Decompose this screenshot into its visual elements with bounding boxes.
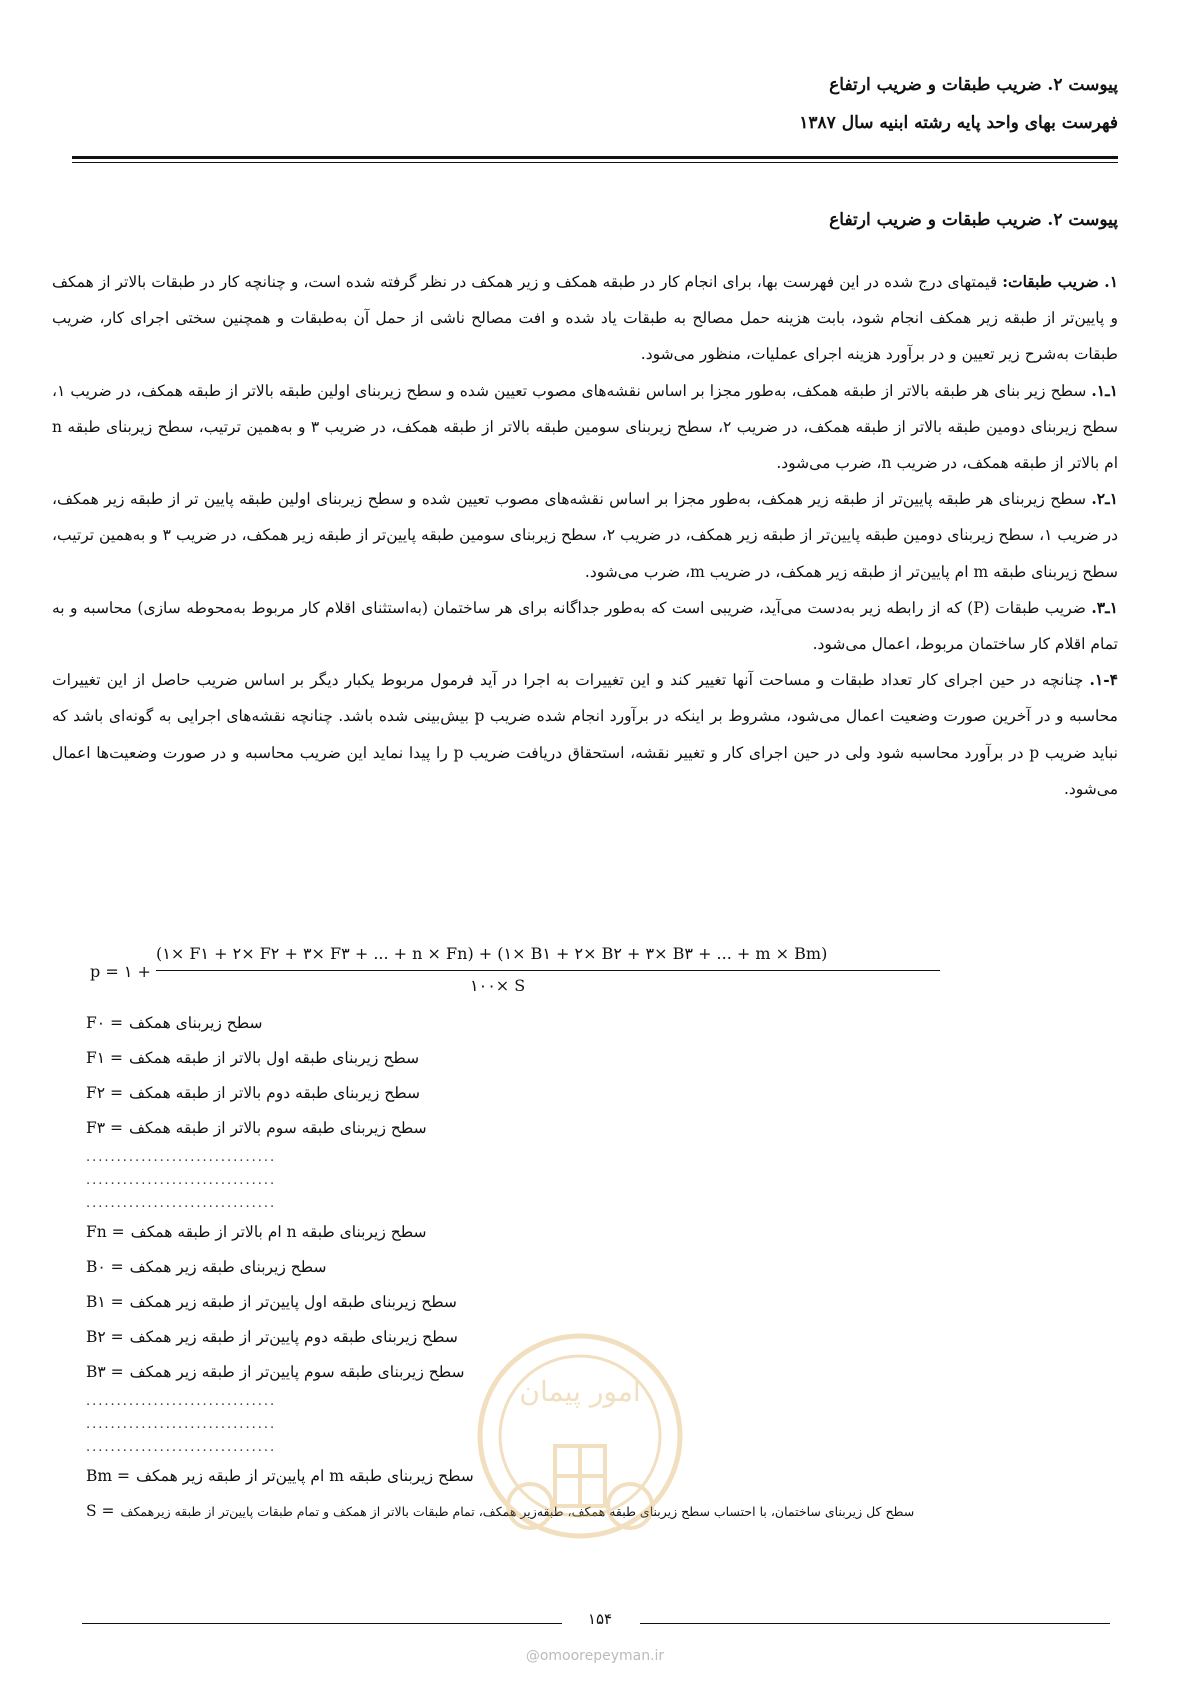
definition-row xyxy=(86,1215,1086,1250)
footer-rule-right xyxy=(640,1623,1110,1624)
definition-description: سطح زیربنای طبقه سوم بالاتر از طبقه همکف xyxy=(129,1119,427,1137)
paragraph-1-2 xyxy=(52,481,1118,590)
ellipsis-line: ............................... xyxy=(86,1417,277,1432)
paragraph-1-1-label: ۱ـ۱. xyxy=(1091,380,1118,400)
paragraph-1-4 xyxy=(52,662,1118,807)
paragraph-1-1 xyxy=(52,373,1118,482)
definition-description: سطح زیربنای طبقه m ام پایین‌تر از طبقه زیر همکف xyxy=(136,1467,474,1485)
omoorepeyman-watermark-logo xyxy=(470,1326,690,1556)
paragraph-1-4-label: ۱-۴. xyxy=(1089,670,1118,690)
paragraph-1-2-label: ۱ـ۲. xyxy=(1091,489,1118,509)
ellipsis-line: ............................... xyxy=(86,1150,277,1165)
page-number: ۱۵۴ xyxy=(587,1610,613,1628)
definition-row xyxy=(86,1285,1086,1320)
paragraph-1-text: قیمتهای درج شده در این فهرست بها، برای انجام کار در طبقه همکف و زیر همکف در نظر گرفته شده است، و چنانچه کار در طبقات بالاتر از همکف و پایین‌تر از طبقه زیر همکف انجام شود، بابت هزینه حمل مصالح به طبقات یاد شده و افت مصالح ناشی از حمل آن به‌طبقات و همچنین سختی اجرای کار، ضریب طبقات به‌شرح زیر تعیین و در برآورد هزینه اجرای عملیات، منظور می‌شود. xyxy=(52,273,1118,364)
ellipsis-line: ............................... xyxy=(86,1196,277,1211)
formula-lhs: p = ۱ + xyxy=(90,962,151,981)
page-header xyxy=(72,66,1118,142)
definition-row xyxy=(86,1250,1086,1285)
definition-description: سطح زیربنای طبقه دوم پایین‌تر از طبقه زیر همکف xyxy=(129,1328,458,1346)
definition-row xyxy=(86,1006,1086,1041)
definition-row xyxy=(86,1041,1086,1076)
body-text xyxy=(52,264,1118,807)
definition-symbol: Bm = xyxy=(86,1467,131,1485)
definition-description: سطح زیربنای طبقه دوم بالاتر از طبقه همکف xyxy=(129,1084,420,1102)
definition-description: سطح زیربنای طبقه زیر همکف xyxy=(129,1258,327,1276)
paragraph-1 xyxy=(52,264,1118,373)
definition-description: سطح زیربنای طبقه n ام بالاتر از طبقه همکف xyxy=(130,1223,427,1241)
definition-symbol: F۱ = xyxy=(86,1049,123,1067)
definition-description: سطح زیربنای طبقه اول پایین‌تر از طبقه زیر همکف xyxy=(129,1293,457,1311)
paragraph-1-2-text: سطح زیربنای هر طبقه پایین‌تر از طبقه زیر همکف، به‌طور مجزا بر اساس نقشه‌های مصوب تعیین شده و سطح زیربنای اولین طبقه پایین تر از طبقه زیر همکف، در ضریب ۱، سطح زیربنای دومین طبقه پایین‌تر از طبقه زیر همکف، در ضریب ۲، سطح زیربنای سومین طبقه پایین‌تر از طبقه زیر همکف، در ضریب ۳ و به‌همین ترتیب، سطح زیربنای طبقه m ام پایین‌تر از طبقه زیر همکف، در ضریب m، ضرب می‌شود. xyxy=(52,490,1118,581)
ellipsis-line: ............................... xyxy=(86,1440,277,1455)
floor-coefficient-formula xyxy=(90,940,850,1014)
definition-symbol: B۰ = xyxy=(86,1258,124,1276)
definition-row xyxy=(86,1111,1086,1146)
ellipsis-line: ............................... xyxy=(86,1173,277,1188)
definition-symbol: B۳ = xyxy=(86,1363,124,1381)
definition-description: سطح زیربنای طبقه اول بالاتر از طبقه همکف xyxy=(129,1049,420,1067)
definition-symbol: Fn = xyxy=(86,1223,125,1241)
formula-fraction-bar xyxy=(156,970,940,971)
paragraph-1-3-label: ۱ـ۳. xyxy=(1091,597,1118,617)
header-rule-thick xyxy=(72,156,1118,159)
paragraph-1-3-text: ضریب طبقات (P) که از رابطه زیر به‌دست می‌آید، ضریبی است که به‌طور جداگانه برای هر ساختمان (به‌استثنای اقلام کار مربوط به‌محوطه سازی) محاسبه و به تمام اقلام کار ساختمان مربوط، اعمال می‌شود. xyxy=(52,598,1118,654)
paragraph-1-label: ۱. ضریب طبقات: xyxy=(1002,272,1119,291)
footer-rule-left xyxy=(82,1623,562,1624)
definition-description: سطح زیربنای همکف xyxy=(129,1014,263,1032)
ellipsis-line: ............................... xyxy=(86,1394,277,1409)
section-title: پیوست ۲. ضریب طبقات و ضریب ارتفاع xyxy=(829,210,1118,230)
formula-numerator: (۱× F۱ + ۲× F۲ + ۳× F۳ + ... + n × Fn) + (۱× B۱ + ۲× B۲ + ۳× B۳ + ... + m × Bm) xyxy=(156,944,828,963)
header-rule-thin xyxy=(72,162,1118,163)
definition-symbol: F۲ = xyxy=(86,1084,123,1102)
definition-description: سطح کل زیربنای ساختمان، با احتساب سطح زیربنای طبقه همکف، طبقه‌زیر همکف، تمام طبقات بالاتر از همکف و تمام طبقات پایین‌تر از طبقه زیرهمکف xyxy=(120,1504,915,1519)
definition-description: سطح زیربنای طبقه سوم پایین‌تر از طبقه زیر همکف xyxy=(129,1363,465,1381)
definition-symbol: F۳ = xyxy=(86,1119,123,1137)
header-appendix-title: پیوست ۲. ضریب طبقات و ضریب ارتفاع xyxy=(829,75,1118,95)
definition-row xyxy=(86,1076,1086,1111)
paragraph-1-3 xyxy=(52,590,1118,662)
definition-symbol: F۰ = xyxy=(86,1014,123,1032)
definition-symbol: B۱ = xyxy=(86,1293,124,1311)
definition-symbol: B۲ = xyxy=(86,1328,124,1346)
definition-symbol: S = xyxy=(86,1502,115,1520)
paragraph-1-4-text: چنانچه در حین اجرای کار تعداد طبقات و مساحت آنها تغییر کند و این تغییرات به اجرا در آید فرمول مربوط یکبار دیگر بر اساس ضریب حاصل از این تغییرات محاسبه و در آخرین صورت وضعیت اعمال می‌شود، مشروط بر اینکه در برآورد انجام شده ضریب p بیش‌بینی شده باشد. چنانچه نقشه‌های اجرایی به گونه‌ای باشد که نباید ضریب p در برآورد محاسبه شود ولی در حین اجرای کار و تغییر نقشه، استحقاق دریافت ضریب p را پیدا نماید این ضریب محاسبه و در صورت وضعیت‌ها اعمال می‌شود. xyxy=(52,671,1119,798)
formula-denominator: ۱۰۰× S xyxy=(470,976,526,995)
watermark-text: امور پیمان xyxy=(519,1375,641,1408)
header-document-title: فهرست بهای واحد پایه رشته ابنیه سال ۱۳۸۷ xyxy=(799,113,1118,133)
paragraph-1-1-text: سطح زیر بنای هر طبقه بالاتر از طبقه همکف، به‌طور مجزا بر اساس نقشه‌های مصوب تعیین شده و سطح زیربنای اولین طبقه بالاتر از طبقه همکف، در ضریب ۱، سطح زیربنای دومین طبقه بالاتر از طبقه همکف، در ضریب ۲، سطح زیربنای سومین طبقه بالاتر از طبقه همکف، در ضریب ۳ و به‌همین ترتیب، سطح زیربنای طبقه n ام بالاتر از طبقه همکف، در ضریب n، ضرب می‌شود. xyxy=(52,381,1118,473)
site-watermark-url: @omoorepeyman.ir xyxy=(525,1648,665,1664)
